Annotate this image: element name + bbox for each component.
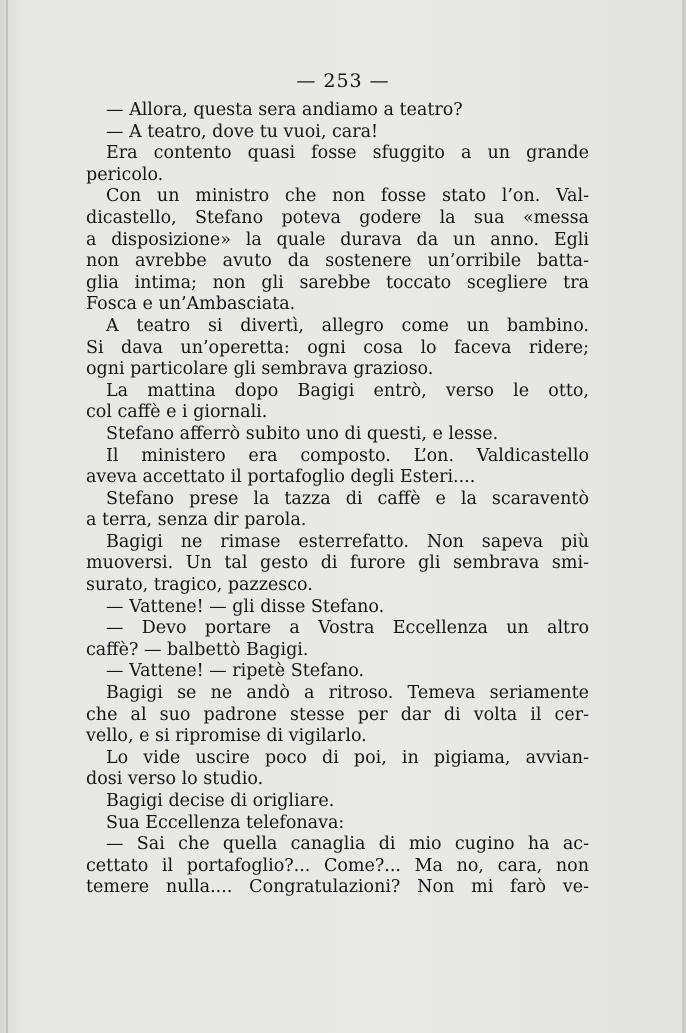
text-line: — Vattene! — ripetè Stefano.	[106, 661, 365, 682]
text-line: — A teatro, dove tu vuoi, cara!	[106, 121, 379, 142]
text-line: dosi verso lo studio.	[86, 769, 264, 790]
text-line: pericolo.	[86, 164, 164, 185]
text-line: non avrebbe avuto da sostenere un’orribile batta-	[86, 251, 589, 272]
text-line: — Devo portare a Vostra Eccellenza un altro	[106, 618, 589, 639]
text-line: surato, tragico, pazzesco.	[86, 575, 313, 596]
text-line: Con un ministro che non fosse stato l’on. Val-	[106, 186, 589, 207]
text-line: Sua Eccellenza telefonava:	[106, 812, 345, 833]
text-line: Bagigi se ne andò a ritroso. Temeva seriamente	[106, 683, 589, 704]
text-line: muoversi. Un tal gesto di furore gli sembrava smi-	[86, 553, 589, 574]
text-line: — Vattene! — gli disse Stefano.	[106, 596, 385, 617]
text-line: Si dava un’operetta: ogni cosa lo faceva ridere;	[86, 337, 589, 358]
page-number: — 253 —	[296, 70, 390, 92]
text-line: Il ministero era composto. L’on. Valdicastello	[106, 445, 589, 466]
text-line: che al suo padrone stesse per dar di volta il cer-	[86, 704, 589, 725]
body-text	[86, 100, 589, 899]
text-line: col caffè e i giornali.	[86, 402, 268, 423]
text-line: Stefano prese la tazza di caffè e la scaraventò	[106, 488, 589, 509]
text-line: Fosca e un’Ambasciata.	[86, 294, 296, 315]
text-line: — Sai che quella canaglia di mio cugino ha ac-	[106, 834, 589, 855]
text-line: Bagigi decise di origliare.	[106, 791, 335, 811]
text-line: a disposizione» la quale durava da un anno. Egli	[86, 229, 589, 250]
text-line: Era contento quasi fosse sfuggito a un grande	[106, 143, 589, 164]
page-left-edge	[6, 0, 8, 1033]
text-line: ogni particolare gli sembrava grazioso.	[86, 359, 434, 380]
text-line: Bagigi ne rimase esterrefatto. Non sapeva più	[106, 531, 589, 552]
text-line: glia intima; non gli sarebbe toccato scegliere tra	[86, 272, 589, 293]
text-line: Stefano afferrò subito uno di questi, e lesse.	[106, 423, 499, 444]
text-line: cettato il portafoglio?... Come?... Ma no, cara, non	[86, 855, 589, 876]
text-line: temere nulla.... Congratulazioni? Non mi farò ve-	[86, 877, 589, 898]
text-line: aveva accettato il portafoglio degli Esteri....	[86, 467, 476, 488]
text-line: A teatro si divertì, allegro come un bambino.	[106, 315, 589, 336]
text-line: a terra, senza dir parola.	[86, 510, 307, 531]
page-right-edge	[682, 0, 686, 1033]
text-line: Lo vide uscire poco di poi, in pigiama, avvian-	[106, 747, 589, 768]
text-line: caffè? — balbettò Bagigi.	[86, 639, 309, 660]
text-line: La mattina dopo Bagigi entrò, verso le otto,	[106, 380, 589, 401]
text-line: — Allora, questa sera andiamo a teatro?	[106, 100, 463, 120]
text-line: vello, e si ripromise di vigilarlo.	[86, 726, 367, 747]
text-line: dicastello, Stefano poteva godere la sua «messa	[86, 207, 589, 228]
